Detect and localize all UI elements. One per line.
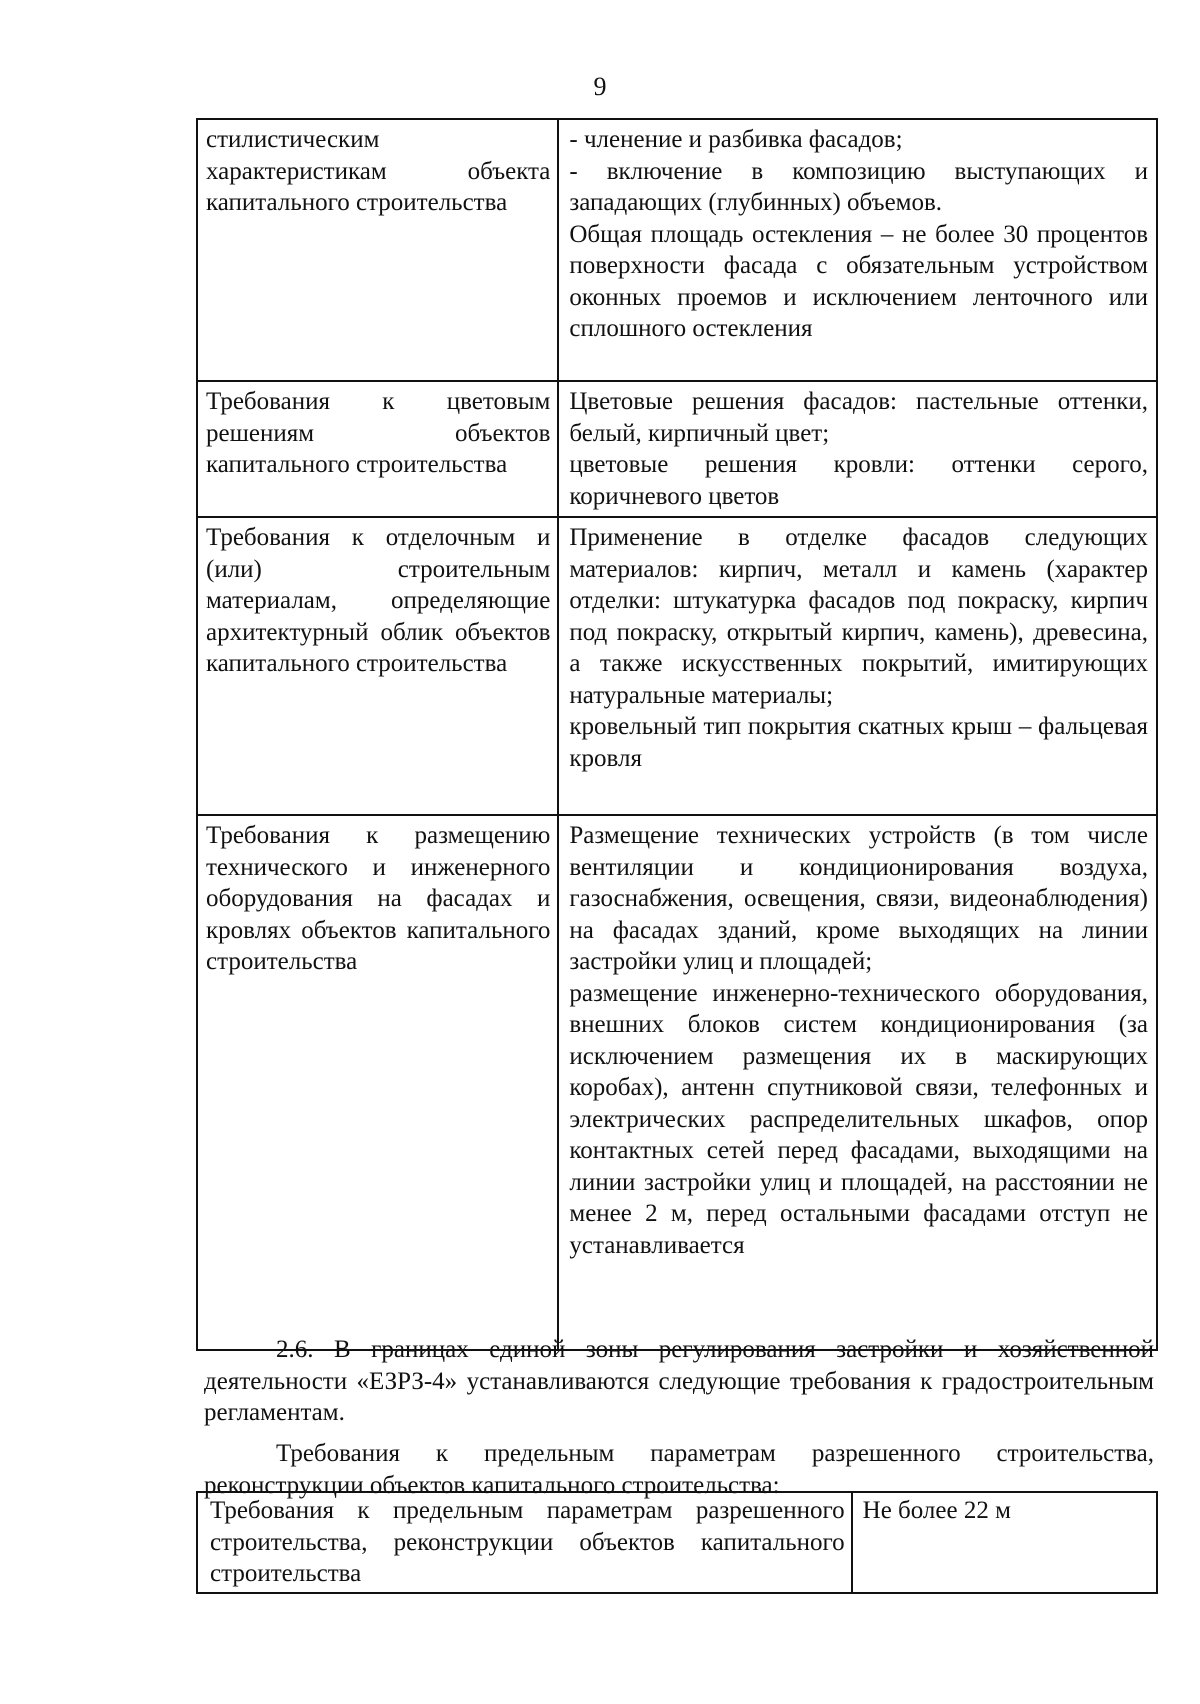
table-cell-description [558,815,1157,1350]
table-row [197,381,1157,517]
paragraph-text: 2.6. В границах единой зоны регулирования застройки и хозяйственной деятельности «ЕЗРЗ-4» устанавливаются следующие требования к градостроительным регламентам. [204,1336,1154,1426]
description-line: Цветовые решения фасадов: пастельные оттенки, белый, кирпичный цвет; [569,388,1148,447]
requirement-label: стилистическим характеристикам объекта капитального строительства [206,126,551,216]
table-cell-requirement [197,517,558,815]
requirements-table [196,118,1158,1351]
table-cell-description [558,517,1157,815]
table-cell-description [558,119,1157,381]
description-line: размещение инженерно-технического оборудования, внешних блоков систем кондиционирования (за исключением размещения их в маскирующих коробах), антенн спутниковой связи, телефонных и электрических распределительных шкафов, опор контактных сетей перед фасадами, выходящими на линии застройки улиц и площадей, на расстоянии не менее 2 м, перед остальными фасадами отступ не устанавливается [569,979,1148,1259]
table-cell-value [852,1492,1157,1593]
page-number: 9 [593,72,607,101]
description-line: кровельный тип покрытия скатных крыш – фальцевая кровля [569,713,1148,772]
description-line: цветовые решения кровли: оттенки серого, коричневого цветов [569,451,1148,510]
requirement-label: Требования к предельным параметрам разрешенного строительства, реконструкции объектов капитального строительства [210,1497,845,1587]
description-line: - включение в композицию выступающих и западающих (глубинных) объемов. [569,157,1148,216]
table-cell-requirement [197,1492,852,1593]
requirement-label: Требования к цветовым решениям объектов капитального строительства [206,388,551,478]
paragraph-text: Требования к предельным параметрам разрешенного строительства, реконструкции объектов капитального строительства: [204,1440,1154,1499]
description-line: - членение и разбивка фасадов; [569,126,903,153]
table-cell-requirement [197,119,558,381]
limit-parameters-table [196,1491,1158,1594]
table-cell-description [558,381,1157,517]
table-cell-requirement [197,381,558,517]
section-2-6-paragraph [204,1334,1154,1429]
table-row [197,517,1157,815]
table-row [197,119,1157,381]
table-row [197,815,1157,1350]
description-line: Общая площадь остекления – не более 30 процентов поверхности фасада с обязательным устройством оконных проемов и исключением ленточного или сплошного остекления [569,220,1148,342]
table-cell-requirement [197,815,558,1350]
limit-value: Не более 22 м [862,1497,1011,1524]
requirement-label: Требования к размещению технического и инженерного оборудования на фасадах и кровлях объектов капитального строительства [206,822,551,975]
description-line: Размещение технических устройств (в том числе вентиляции и кондиционирования воздуха, газоснабжения, освещения, связи, видеонаблюдения) на фасадах зданий, кроме выходящих на линии застройки улиц и площадей; [569,822,1148,975]
requirement-label: Требования к отделочным и (или) строительным материалам, определяющие архитектурный облик объектов капитального строительства [206,524,551,677]
table-row [197,1492,1157,1593]
description-line: Применение в отделке фасадов следующих материалов: кирпич, металл и камень (характер отделки: штукатурка фасадов под покраску, кирпич под покраску, открытый кирпич, камень), древесина, а также искусственных покрытий, имитирующих натуральные материалы; [569,524,1148,709]
